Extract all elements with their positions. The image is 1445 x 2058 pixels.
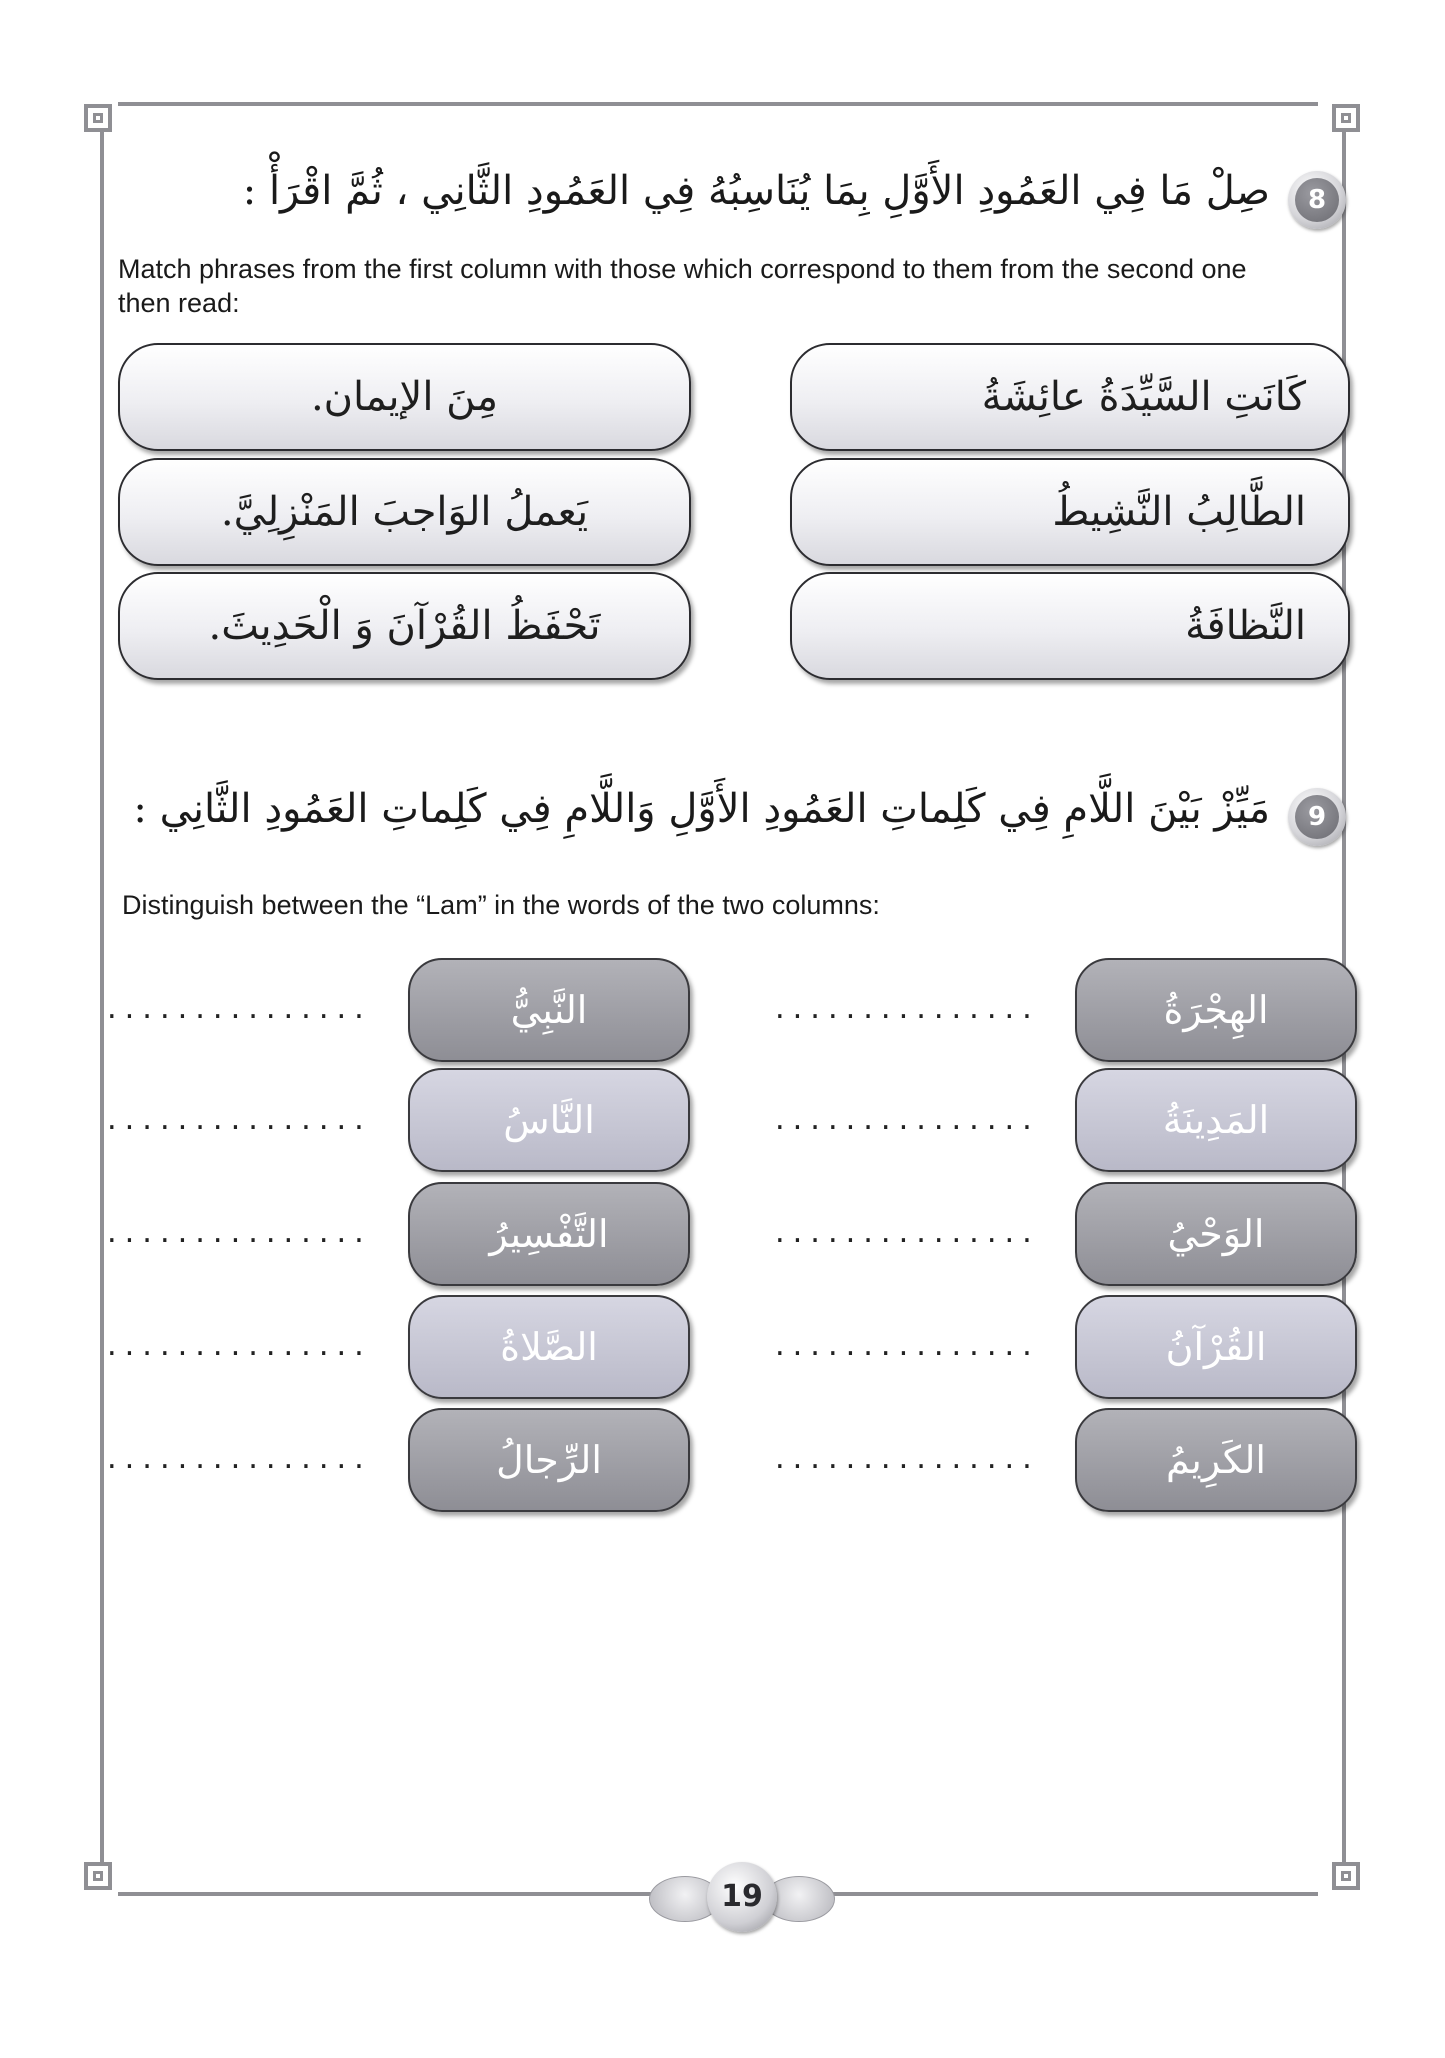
answer-line-1-1[interactable]: ............... xyxy=(772,995,1037,1025)
page-number: 19 xyxy=(707,1862,777,1932)
lam-word-1-4: القُرْآنُ xyxy=(1075,1295,1357,1399)
exercise-8-badge xyxy=(1288,171,1346,229)
answer-line-2-4[interactable]: ............... xyxy=(104,1332,369,1362)
answer-line-1-5[interactable]: ............... xyxy=(772,1445,1037,1475)
answer-line-2-1[interactable]: ............... xyxy=(104,995,369,1025)
exercise-9-badge xyxy=(1288,788,1346,846)
match-item-2-2[interactable]: يَعملُ الوَاجبَ المَنْزِلِيَّ. xyxy=(118,458,691,566)
lam-word-2-4: الصَّلاةُ xyxy=(408,1295,690,1399)
exercise-8-title: صِلْ مَا فِي العَمُودِ الأَوَّلِ بِمَا يُنَاسِبُهُ فِي العَمُودِ الثَّانِي ، ثُمَّ اقْرَأْ : xyxy=(242,168,1270,214)
match-item-2-1[interactable]: مِنَ الإيمان. xyxy=(118,343,691,451)
answer-line-2-5[interactable]: ............... xyxy=(104,1445,369,1475)
exercise-8-number: 8 xyxy=(1295,178,1339,222)
answer-line-2-2[interactable]: ............... xyxy=(104,1106,369,1136)
lam-word-1-2: المَدِينَةُ xyxy=(1075,1068,1357,1172)
exercise-9-title: مَيِّزْ بَيْنَ اللَّامِ فِي كَلِماتِ العَمُودِ الأَوَّلِ وَاللَّامِ فِي كَلِماتِ العَمُودِ الثَّانِي : xyxy=(133,786,1270,832)
match-item-2-3[interactable]: تَحْفَظُ القُرْآنَ وَ الْحَدِيثَ. xyxy=(118,572,691,680)
lam-word-1-3: الوَحْيُ xyxy=(1075,1182,1357,1286)
match-item-1-3[interactable]: النَّظافَةُ xyxy=(790,572,1350,680)
lam-word-1-1: الهِجْرَةُ xyxy=(1075,958,1357,1062)
lam-word-2-2: النَّاسُ xyxy=(408,1068,690,1172)
answer-line-2-3[interactable]: ............... xyxy=(104,1219,369,1249)
match-item-1-1[interactable]: كَانَتِ السَّيِّدَةُ عائِشَةُ xyxy=(790,343,1350,451)
page-number-badge xyxy=(693,1858,789,1938)
exercise-8-instruction: Match phrases from the first column with those which correspond to them from the second one then read: xyxy=(118,254,1247,318)
answer-line-1-4[interactable]: ............... xyxy=(772,1332,1037,1362)
exercise-9-number: 9 xyxy=(1295,795,1339,839)
lam-word-1-5: الكَرِيمُ xyxy=(1075,1408,1357,1512)
match-item-1-2[interactable]: الطَّالِبُ النَّشِيطُ xyxy=(790,458,1350,566)
answer-line-1-3[interactable]: ............... xyxy=(772,1219,1037,1249)
exercise-9-instruction: Distinguish between the “Lam” in the words of the two columns: xyxy=(122,890,880,920)
lam-word-2-1: النَّبِيُّ xyxy=(408,958,690,1062)
answer-line-1-2[interactable]: ............... xyxy=(772,1106,1037,1136)
lam-word-2-3: التَّفْسِيرُ xyxy=(408,1182,690,1286)
lam-word-2-5: الرِّجالُ xyxy=(408,1408,690,1512)
